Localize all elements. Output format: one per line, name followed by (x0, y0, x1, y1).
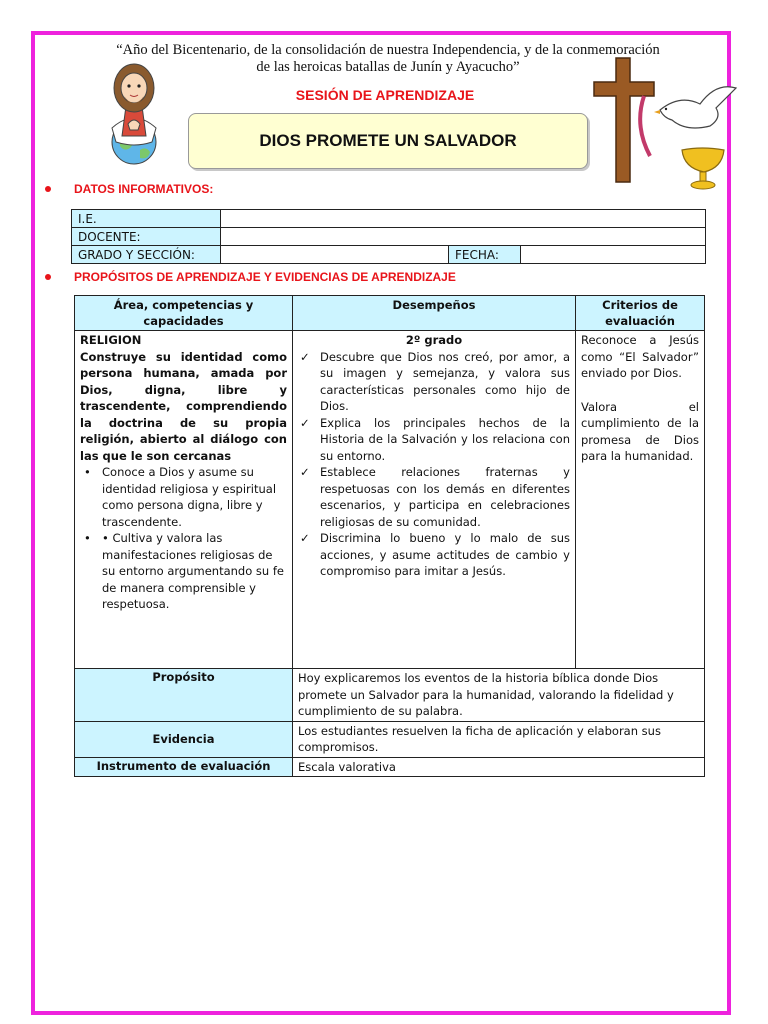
docente-value (221, 228, 706, 246)
area-name: RELIGION (80, 333, 142, 347)
check-icon: ✓ (300, 415, 310, 430)
lesson-title-box (188, 113, 588, 169)
instrumento-label: Instrumento de evaluación (75, 757, 293, 777)
info-table (71, 209, 706, 264)
grade-label: 2º grado (405, 333, 463, 347)
section-heading-propositos-text: PROPÓSITOS DE APRENDIZAJE Y EVIDENCIAS DE APRENDIZAJE (74, 270, 456, 284)
criterio-item: Valora el cumplimiento de la promesa de Dios para la humanidad. (581, 399, 699, 463)
session-title: SESIÓN DE APRENDIZAJE (295, 87, 475, 103)
competencia: Construye su identidad como persona humana, amada por Dios, digna, libre y trascendente, comprendiendo la doctrina de su propia religión, abierto al diálogo con las que le son cercanas (80, 349, 287, 463)
area-cell (75, 331, 293, 669)
check-icon: ✓ (300, 465, 310, 479)
section-heading-datos-text: DATOS INFORMATIVOS: (74, 182, 214, 196)
motto-line-1: “Año del Bicentenario, de la consolidación de nuestra Independencia, y de la conmemoración (116, 42, 660, 58)
desempeno-item: ✓ Discrimina lo bueno y lo malo de sus acciones, y asume actitudes de cambio y compromiso para imitar a Jesús. (300, 531, 570, 578)
capacidad-item: • Conoce a Dios y asume su identidad religiosa y espiritual como persona digna, libre y trascendente. (84, 465, 277, 529)
motto-line-2: de las heroicas batallas de Junín y Ayacucho” (256, 59, 520, 75)
grado-label: GRADO Y SECCIÓN: (72, 246, 221, 264)
bullet-dot-icon (45, 186, 51, 192)
fecha-value (521, 246, 706, 264)
evidencia-text: Los estudiantes resuelven la ficha de aplicación y elaboran sus compromisos. (293, 721, 705, 757)
bullet-icon: • (84, 531, 91, 545)
docente-label: DOCENTE: (72, 228, 221, 246)
grado-value (221, 246, 449, 264)
fecha-label: FECHA: (449, 246, 521, 264)
proposito-text: Hoy explicaremos los eventos de la historia bíblica donde Dios promete un Salvador para la humanidad, valorando la fidelidad y cumplimiento de su palabra. (293, 669, 705, 722)
evidencia-label: Evidencia (75, 721, 293, 757)
check-icon: ✓ (300, 531, 310, 545)
ie-label: I.E. (72, 210, 221, 228)
header-desempenos: Desempeños (293, 296, 576, 331)
instrumento-text: Escala valorativa (293, 757, 705, 777)
desempeno-item: ✓ Explica los principales hechos de la Historia de la Salvación y los relaciona con su entorno. (300, 415, 570, 463)
bullet-icon: • (84, 465, 91, 479)
desempeno-item: ✓ Establece relaciones fraternas y respetuosas con los demás en diferentes escenarios, y participa en celebraciones religiosas de su comunidad. (300, 465, 570, 529)
cross-dove-chalice-illustration (590, 56, 740, 196)
capacidad-item: • • Cultiva y valora las manifestaciones religiosas de su entorno argumentando su fe de manera comprensible y respetuosa. (84, 531, 284, 611)
learning-table (74, 295, 705, 777)
desempenos-cell (293, 331, 576, 669)
desempeno-item: ✓ Descubre que Dios nos creó, por amor, a su imagen y semejanza, y valora sus características personales como hijo de Dios. (300, 349, 570, 413)
bullet-dot-icon (45, 274, 51, 280)
header-area: Área, competencias y capacidades (75, 296, 293, 331)
criterios-cell (576, 331, 705, 669)
header-criterios: Criterios de evaluación (576, 296, 705, 331)
jesus-illustration (92, 58, 176, 166)
lesson-title: DIOS PROMETE UN SALVADOR (259, 131, 517, 150)
ie-value (221, 210, 706, 228)
check-icon: ✓ (300, 349, 310, 364)
criterio-item: Reconoce a Jesús como “El Salvador” enviado por Dios. (581, 333, 699, 380)
proposito-label: Propósito (75, 669, 293, 722)
